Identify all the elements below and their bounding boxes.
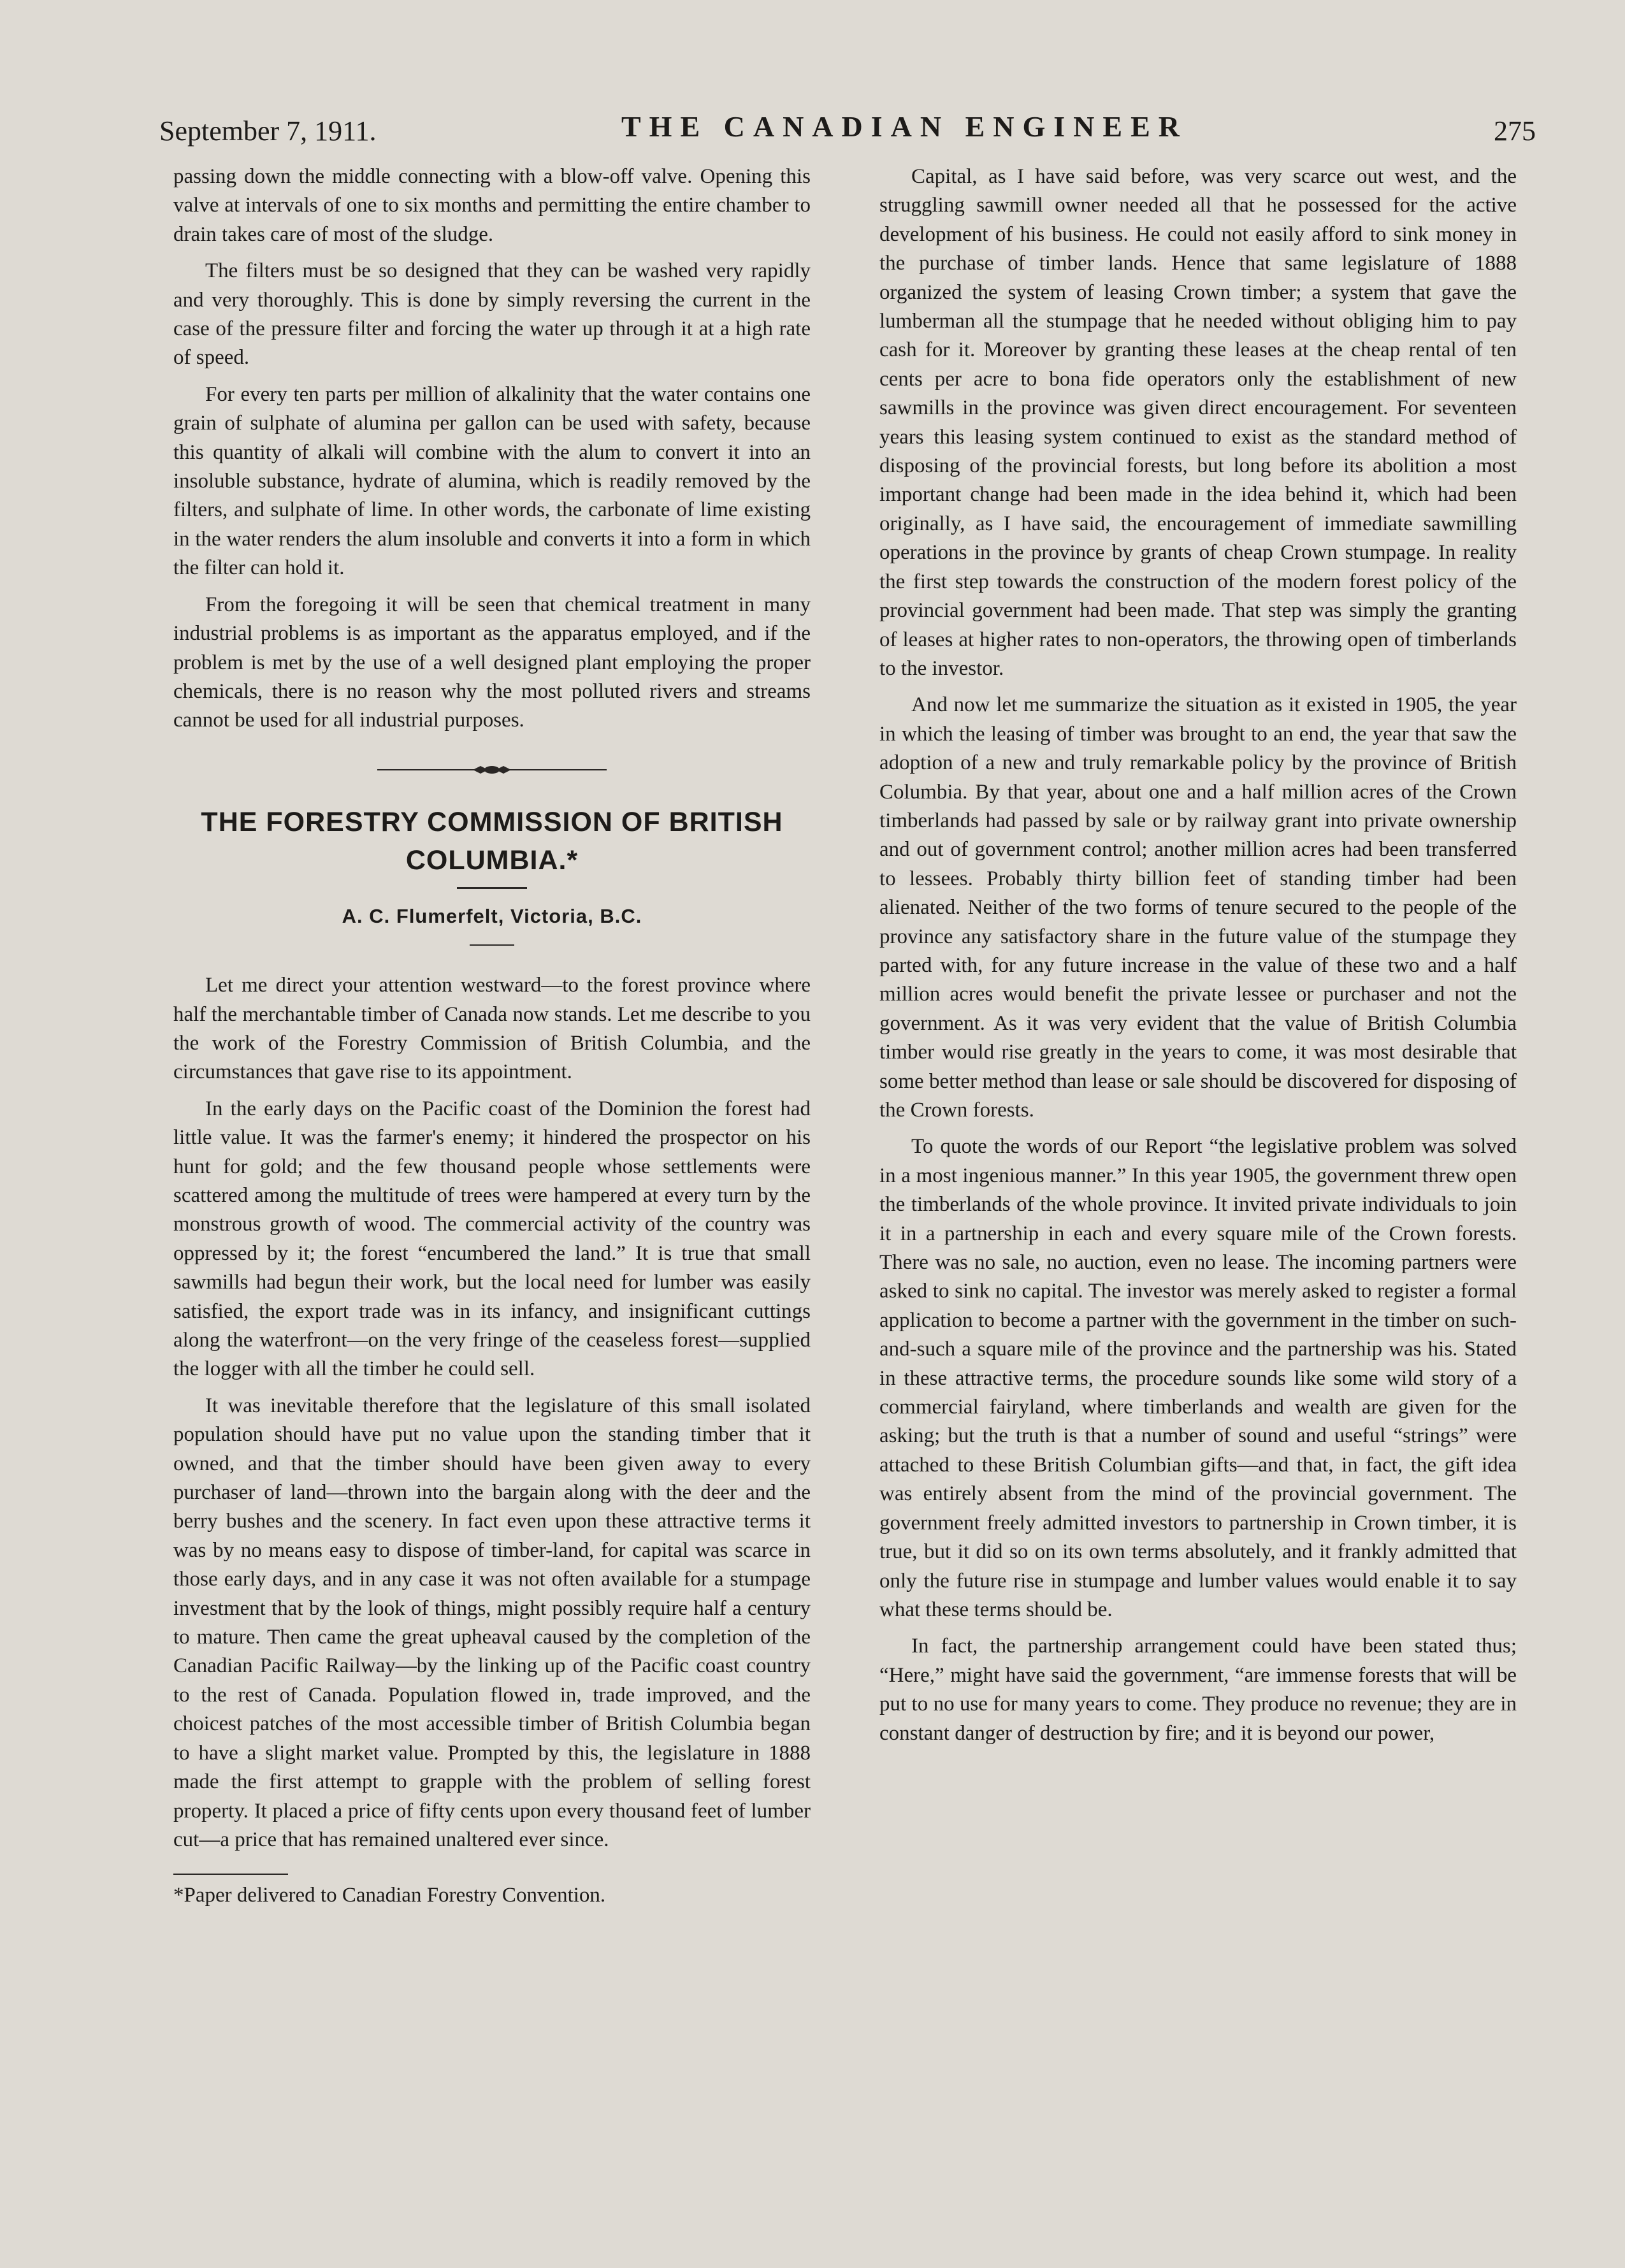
paragraph: In the early days on the Pacific coast of the Dominion the forest had little value. It was the farmer's enemy; it hindered the prospector on his hunt for gold; and the few thousand people whose settlements were scattered among the multitude of trees were hampered at every turn by the monstrous growth of wood. The commercial activity of the country was oppressed by it; the forest “encumbered the land.” It is true that small sawmills had begun their work, but the local need for lumber was easily satisfied, the export trade was in its infancy, and insignificant cuttings along the waterfront—on the very fringe of the ceaseless forest—supplied the logger with all the timber he could sell. bbox=[173, 1097, 811, 1381]
page-number: 275 bbox=[1494, 115, 1536, 147]
footnote: *Paper delivered to Canadian Forestry Convention. bbox=[173, 1884, 606, 1907]
page-header bbox=[159, 107, 1536, 152]
paragraph: passing down the middle connecting with a blow-off valve. Opening this valve at intervals of one to six months and permitting the entire chamber to drain takes care of most of the sludge. bbox=[173, 165, 811, 246]
footnote-rule bbox=[173, 1874, 288, 1875]
article-author: A. C. Flumerfelt, Victoria, B.C. bbox=[342, 904, 642, 927]
left-column bbox=[173, 163, 811, 1918]
issue-date: September 7, 1911. bbox=[159, 115, 377, 147]
paragraph: From the foregoing it will be seen that chemical treatment in many industrial problems is as important as the apparatus employed, and if the problem is met by the use of a well designed plant employing the proper chemicals, there is no reason why the most polluted rivers and streams cannot be used for all industrial purposes. bbox=[173, 593, 811, 732]
author-rule bbox=[470, 944, 514, 946]
paragraph: For every ten parts per million of alkalinity that the water contains one grain of sulphate of alumina per gallon can be used with safety, because this quantity of alkali will combine with the alum to convert it into an insoluble substance, hydrate of alumina, which is readily removed by the filters, and sulphate of lime. In other words, the carbonate of lime existing in the water renders the alum insoluble and converts it into a form in which the filter can hold it. bbox=[173, 382, 811, 580]
paragraph: Capital, as I have said before, was very scarce out west, and the struggling sawmill owner needed all that he possessed for the active development of his business. He could not easily afford to sink money in the purchase of timber lands. Hence that same legislature of 1888 organized the system of leasing Crown timber; a system that gave the lumberman all the stumpage that he needed without obliging him to pay cash for it. Moreover by granting these leases at the cheap rental of ten cents per acre to bona fide operators only the establishment of new sawmills in the province was given direct encouragement. For seventeen years this leasing system continued to exist as the standard method of disposing of the provincial forests, but long before its abolition a most important change had been made in the idea behind it, which had been originally, as I have said, the encouragement of immediate sawmilling operations in the province by grants of cheap Crown stumpage. In reality the first step towards the construction of the modern forest policy of the provincial government had been made. That step was simply the granting of leases at higher rates to non-operators, the throwing open of timberlands to the investor. bbox=[879, 165, 1517, 680]
paragraph: Let me direct your attention westward—to the forest province where half the merchantable timber of Canada now stands. Let me describe to you the work of the Forestry Commission of British Columbia, and the circumstances that gave rise to its appointment. bbox=[173, 974, 811, 1084]
title-rule bbox=[457, 887, 527, 889]
section-divider-ornament bbox=[377, 763, 607, 776]
paragraph: To quote the words of our Report “the legislative problem was solved in a most ingenious manner.” In this year 1905, the government threw open the timberlands of the whole province. It invited private individuals to join it in a partnership in each and every square mile of the Crown forests. There was no sale, no auction, even no lease. The incoming partners were asked to sink no capital. The investor was merely asked to register a formal application to become a partner with the government in the timber on such-and-such a square mile of the province and the partnership was his. Stated in these attractive terms, the procedure sounds like some wild story of a commercial fairyland, where timberlands and wealth are given for the asking; but the truth is that a number of sound and useful “strings” were attached to these British Columbian gifts—and that, in fact, the gift idea was entirely absent from the mind of the provincial government. The government freely admitted investors to partnership in Crown timber, it is true, but it did so on its own terms absolutely, and it frankly admitted that only the future rise in stumpage and lumber values would enable it to say what these terms should be. bbox=[879, 1135, 1517, 1621]
paragraph: The filters must be so designed that they can be washed very rapidly and very thoroughly. This is done by simply reversing the current in the case of the pressure filter and forcing the water up through it at a high rate of speed. bbox=[173, 259, 811, 370]
right-column bbox=[879, 163, 1517, 1756]
journal-title: THE CANADIAN ENGINEER bbox=[621, 110, 1188, 143]
paragraph: It was inevitable therefore that the legislature of this small isolated population should have put no value upon the standing timber that it owned, and that the timber should have been given away to every purchaser of land—thrown into the bargain along with the deer and the berry bushes and the scenery. In fact even upon these attractive terms it was by no means easy to dispose of timber-land, for capital was scarce in those early days, and in any case it was not often available for a stumpage investment that by the look of things, might possibly require half a century to mature. Then came the great upheaval caused by the completion of the Canadian Pacific Railway—by the linking up of the Pacific coast country to the rest of Canada. Population flowed in, trade improved, and the choicest patches of the most accessible timber of British Columbia began to have a slight market value. Prompted by this, the legislature in 1888 made the first attempt to grapple with the problem of selling forest property. It placed a price of fifty cents upon every thousand feet of lumber cut—a price that has remained unaltered ever since. bbox=[173, 1394, 811, 1851]
article-title: THE FORESTRY COMMISSION OF BRITISH COLUMBIA.* bbox=[201, 806, 783, 876]
paragraph: And now let me summarize the situation as it existed in 1905, the year in which the leasing of timber was brought to an end, the year that saw the adoption of a new and truly remarkable policy by the province of British Columbia. By that year, about one and a half million acres of the Crown timberlands had passed by sale or by railway grant into private ownership and out of government control; another million acres had been transferred to lessees. Probably thirty billion feet of standing timber had been alienated. Neither of the two forms of tenure secured to the people of the province any satisfactory share in the future value of the stumpage they parted with, for any future increase in the value of these two and a half million acres would benefit the private lessee or purchaser and not the government. As it was very evident that the value of British Columbia timber would rise greatly in the years to come, it was most desirable that some better method than lease or sale should be discovered for disposing of the Crown forests. bbox=[879, 693, 1517, 1122]
paragraph: In fact, the partnership arrangement could have been stated thus; “Here,” might have said the government, “are immense forests that will be put to no use for many years to come. They produce no revenue; they are in constant danger of destruction by fire; and it is beyond our power, bbox=[879, 1635, 1517, 1745]
